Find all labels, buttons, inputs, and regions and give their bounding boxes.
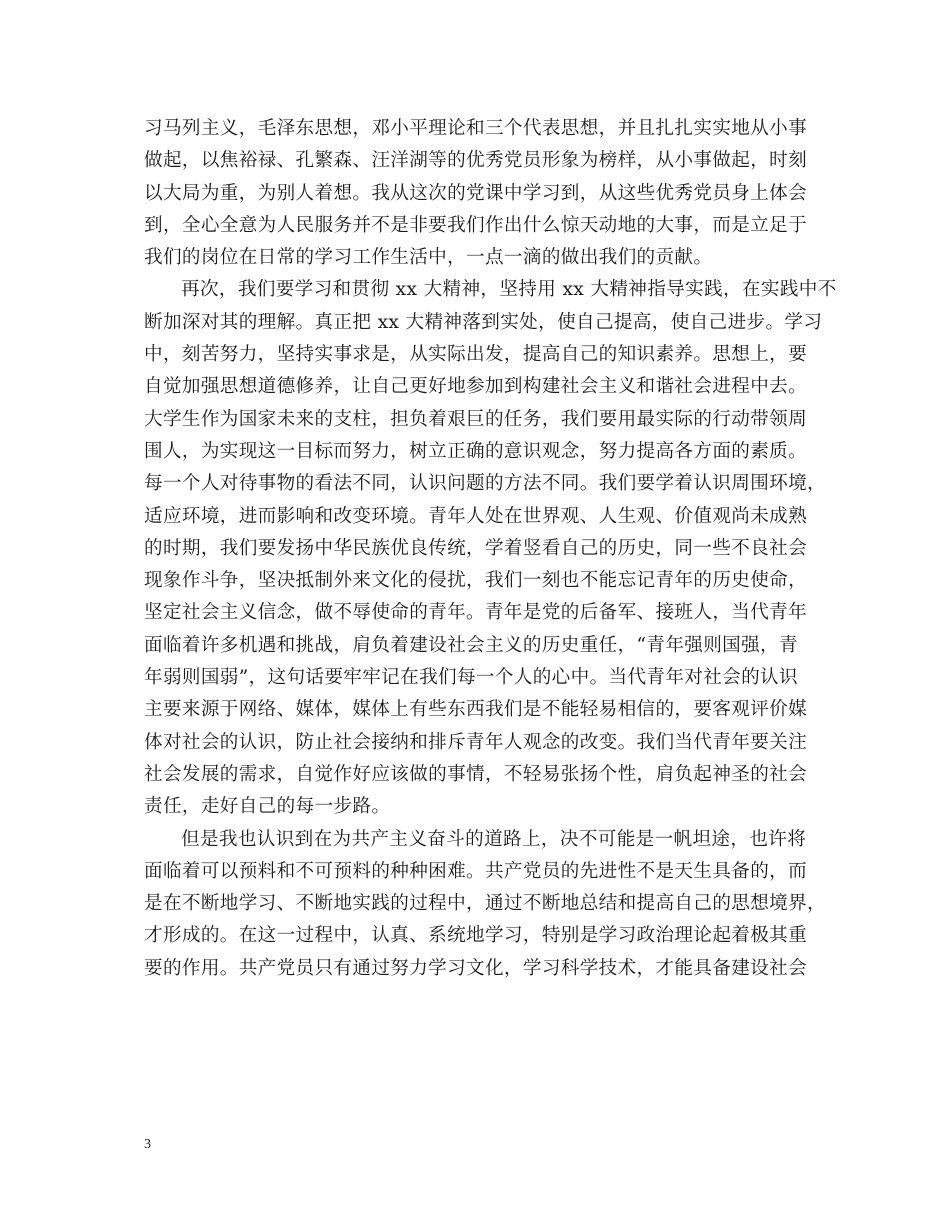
page-number: 3 (144, 1137, 151, 1152)
paragraph-start-line: 但是我也认识到在为共产主义奋斗的道路上，决不可能是一帆坦途，也许将 (181, 828, 807, 850)
text-line: 我们的岗位在日常的学习工作生活中，一点一滴的做出我们的贡献。 (144, 247, 713, 269)
text-line: 年弱则国弱”，这句话要牢牢记在我们每一个人的心中。当代青年对社会的认识 (144, 667, 798, 689)
text-line: 到，全心全意为人民服务并不是非要我们作出什么惊天动地的大事，而是立足于 (144, 214, 808, 236)
text-line: 面临着许多机遇和挑战，肩负着建设社会主义的历史重任，“青年强则国强，青 (144, 634, 798, 656)
paragraph-start-line: 再次，我们要学习和贯彻 xx 大精神，坚持用 xx 大精神指导实践，在实践中不 (181, 279, 837, 301)
text-line: 做起，以焦裕禄、孔繁森、汪洋湖等的优秀党员形象为榜样，从小事做起，时刻 (144, 150, 808, 172)
text-line: 断加深对其的理解。真正把 xx 大精神落到实处，使自己提高，使自己进步。学习 (144, 311, 823, 333)
document-body (144, 113, 837, 985)
text-line: 责任，走好自己的每一步路。 (144, 796, 391, 818)
text-line: 现象作斗争，坚决抵制外来文化的侵扰，我们一刻也不能忘记青年的历史使命， (144, 570, 808, 592)
text-line: 大学生作为国家未来的支柱，担负着艰巨的任务，我们要用最实际的行动带领周 (144, 408, 808, 430)
text-line: 坚定社会主义信念，做不辱使命的青年。青年是党的后备军、接班人，当代青年 (144, 602, 808, 624)
text-line: 要的作用。共产党员只有通过努力学习文化，学习科学技术，才能具备建设社会 (144, 957, 808, 979)
text-line: 每一个人对待事物的看法不同，认识问题的方法不同。我们要学着认识周围环境， (144, 473, 826, 495)
text-line: 才形成的。在这一过程中，认真、系统地学习，特别是学习政治理论起着极其重 (144, 925, 808, 947)
text-line: 的时期，我们要发扬中华民族优良传统，学着竖看自己的历史，同一些不良社会 (144, 537, 808, 559)
text-line: 体对社会的认识，防止社会接纳和排斥青年人观念的改变。我们当代青年要关注 (144, 731, 808, 753)
text-line: 面临着可以预料和不可预料的种种困难。共产党员的先进性不是天生具备的，而 (144, 860, 808, 882)
text-line: 适应环境，进而影响和改变环境。青年人处在世界观、人生观、价值观尚未成熟 (144, 505, 808, 527)
text-line: 围人，为实现这一目标而努力，树立正确的意识观念，努力提高各方面的素质。 (144, 440, 808, 462)
text-line: 社会发展的需求，自觉作好应该做的事情，不轻易张扬个性，肩负起神圣的社会 (144, 763, 808, 785)
text-line: 自觉加强思想道德修养，让自己更好地参加到构建社会主义和谐社会进程中去。 (144, 376, 808, 398)
text-line: 主要来源于网络、媒体，媒体上有些东西我们是不能轻易相信的，要客观评价媒 (144, 699, 808, 721)
text-line: 中，刻苦努力，坚持实事求是，从实际出发，提高自己的知识素养。思想上，要 (144, 344, 808, 366)
text-line: 是在不断地学习、不断地实践的过程中，通过不断地总结和提高自己的思想境界， (144, 893, 826, 915)
text-line: 以大局为重，为别人着想。我从这次的党课中学习到，从这些优秀党员身上体会 (144, 182, 808, 204)
text-line: 习马列主义，毛泽东思想，邓小平理论和三个代表思想，并且扎扎实实地从小事 (144, 118, 808, 139)
